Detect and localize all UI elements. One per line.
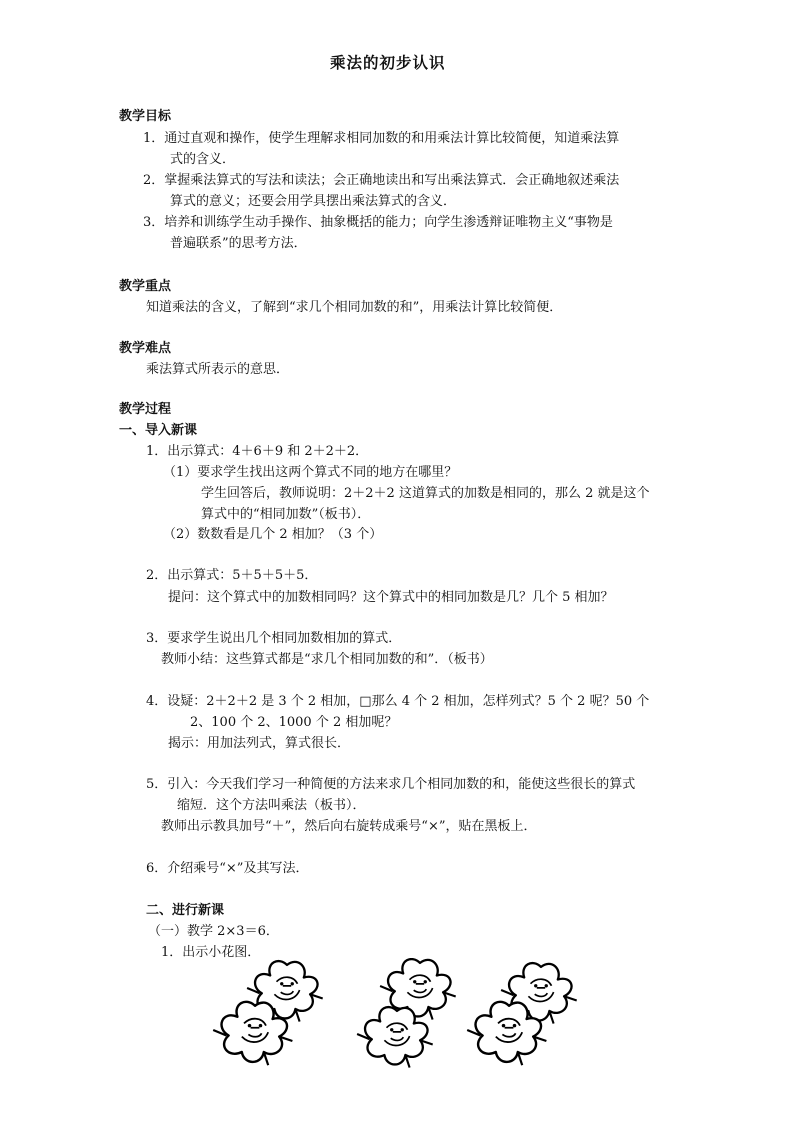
flower-illustration xyxy=(205,958,590,1068)
part1-heading: 一、导入新课 xyxy=(119,423,198,438)
goals-heading: 教学目标 xyxy=(119,109,172,124)
step1-q1: （1）要求学生找出这两个算式不同的地方在哪里？ xyxy=(163,465,458,480)
goal-line-2: 式的含义． xyxy=(170,152,236,167)
part2-heading: 二、进行新课 xyxy=(146,903,225,918)
goal-line-3: 2．掌握乘法算式的写法和读法；会正确地读出和写出乘法算式．会正确地叙述乘法 xyxy=(143,173,620,188)
step1-q1-answer-b: 算式中的“相同加数”（板书）． xyxy=(201,507,371,522)
step5-main: 5．引入：今天我们学习一种简便的方法来求几个相同加数的和，能使这些很长的算式 xyxy=(146,777,636,792)
step6: 6．介绍乘号“×”及其写法． xyxy=(146,861,309,876)
process-heading: 教学过程 xyxy=(119,402,172,417)
step1-q1-answer-a: 学生回答后，教师说明：2＋2＋2 这道算式的加数是相同的，那么 2 就是这个 xyxy=(201,486,650,501)
step3-main: 3．要求学生说出几个相同加数相加的算式． xyxy=(146,631,402,646)
step2-ask: 提问：这个算式中的加数相同吗？这个算式中的相同加数是几？几个 5 相加？ xyxy=(168,590,614,605)
difficulty-text: 乘法算式所表示的意思． xyxy=(146,362,290,377)
sub1-title: （一）教学 2×3＝6． xyxy=(148,924,279,939)
key-text: 知道乘法的含义，了解到“求几个相同加数的和”，用乘法计算比较简便． xyxy=(146,300,563,315)
step5-teacher: 教师出示教具加号“＋”，然后向右旋转成乘号“×”，贴在黑板上． xyxy=(161,819,537,834)
goal-line-6: 普遍联系”的思考方法． xyxy=(170,236,307,251)
step1-main: 1．出示算式：4＋6＋9 和 2＋2＋2． xyxy=(146,444,369,459)
step5-cont: 缩短．这个方法叫乘法（板书）． xyxy=(177,798,366,813)
step2-main: 2．出示算式：5＋5＋5＋5． xyxy=(146,568,318,583)
page-title: 乘法的初步认识 xyxy=(330,53,446,72)
step4-reveal: 揭示：用加法列式，算式很长． xyxy=(168,736,351,751)
step3-summary: 教师小结：这些算式都是“求几个相同加数的和”．（板书） xyxy=(161,652,493,667)
sub1-step1: 1．出示小花图． xyxy=(161,945,261,960)
goal-line-5: 3．培养和训练学生动手操作、抽象概括的能力；向学生渗透辩证唯物主义“事物是 xyxy=(143,215,613,230)
goal-line-4: 算式的意义；还要会用学具摆出乘法算式的含义． xyxy=(170,194,457,209)
goal-line-1: 1．通过直观和操作，使学生理解求相同加数的和用乘法计算比较简便，知道乘法算 xyxy=(143,131,620,146)
step4-main: 4．设疑：2＋2＋2 是 3 个 2 相加，□那么 4 个 2 相加，怎样列式？5 个 2 呢？50 个 xyxy=(146,694,650,709)
step1-q2: （2）数数看是几个 2 相加？（3 个） xyxy=(163,527,383,542)
step4-cont: 2、100 个 2、1000 个 2 相加呢？ xyxy=(190,715,398,730)
key-heading: 教学重点 xyxy=(119,279,172,294)
difficulty-heading: 教学难点 xyxy=(119,341,172,356)
